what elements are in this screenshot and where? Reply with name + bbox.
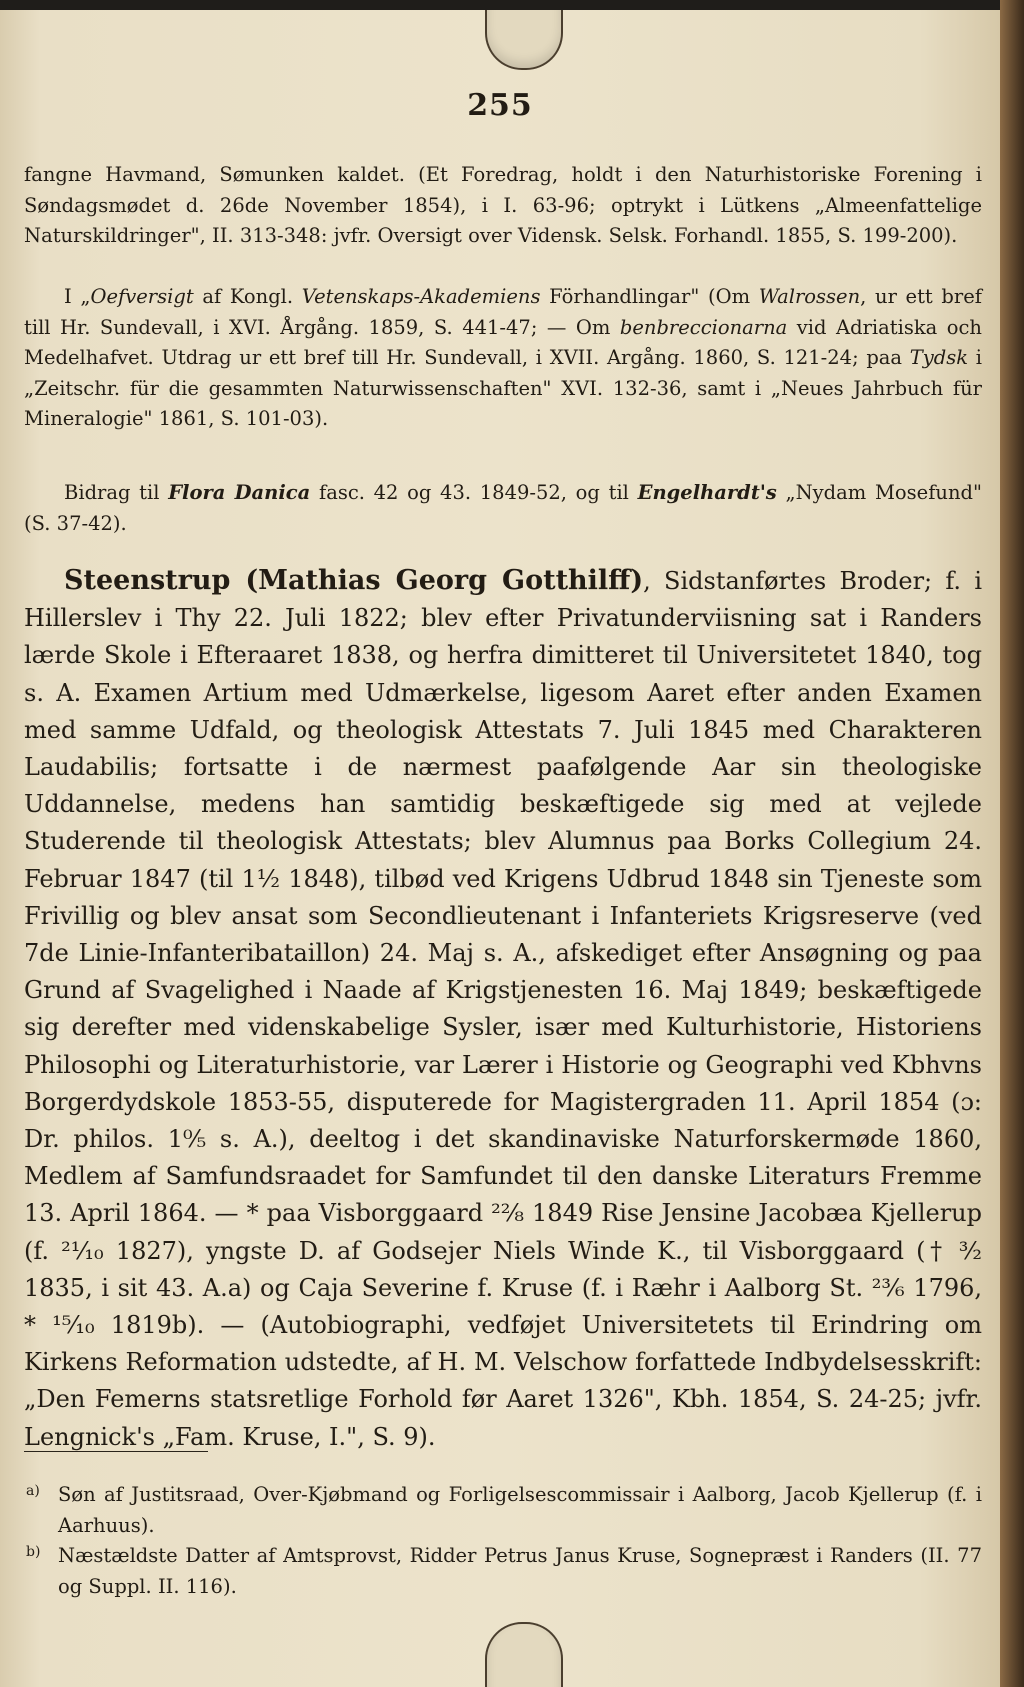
entry-heading: Steenstrup (Mathias Georg Gotthilff) (64, 565, 644, 596)
page-tab-bottom (485, 1622, 563, 1687)
footnote-a (24, 1480, 982, 1541)
para3-post: „Nydam Mosefund" (S. 37-42). (24, 481, 982, 535)
paragraph-2 (24, 282, 982, 435)
footnote-text: Næstældste Datter af Amtsprovst, Ridder Petrus Janus Kruse, Sognepræst i Randers (II. 77 og Suppl. II. 116). (58, 1544, 982, 1598)
para3-italic-2: Engelhardt's (637, 481, 777, 504)
entry-text: , Sidstanførtes Broder; f. i Hillerslev i Thy 22. Juli 1822; blev efter Privatunderviisning sat i Randers lærde Skole i Efteraaret 1838, og herfra dimitteret til Universitetet 1840, tog s. A. Examen Artium med Udmærkelse, ligesom Aaret efter anden Examen med samme Udfald, og theologisk Attestats 7. Juli 1845 med Charakteren Laudabilis; fortsatte i de nærmest paafølgende Aar sin theologiske Uddannelse, medens han samtidig beskæftigede sig med at vejlede Studerende til theologisk Attestats; blev Alumnus paa Borks Collegium 24. Februar 1847 (til 1½ 1848), tilbød ved Krigens Udbrud 1848 sin Tjeneste som Frivillig og blev ansat som Secondlieutenant i Infanteriets Krigsreserve (ved 7de Linie-Infanteribataillon) 24. Maj s. A., afskediget efter Ansøgning og paa Grund af Svagelighed i Naade af Krigstjenesten 16. Maj 1849; beskæftigede sig derefter med videnskabelige Sysler, især med Kulturhistorie, Historiens Philosophi og Literaturhistorie, var Lærer i Historie og Geographi ved Kbhvns Borgerdydskole 1853-55, disputerede for Magistergraden 11. April 1854 (ɔ: Dr. philos. 1⁰⁄₅ s. A.), deeltog i det skandinaviske Naturforskermøde 1860, Medlem af Samfundsraadet for Samfundet til den danske Literaturs Fremme 13. April 1864. — * paa Visborggaard ²²⁄₈ 1849 Rise Jensine Jacobæa Kjellerup (f. ²¹⁄₁₀ 1827), yngste D. af Godsejer Niels Winde K., til Visborggaard († ³⁄₂ 1835, i sit 43. A.a) og Caja Severine f. Kruse (f. i Ræhr i Aalborg St. ²³⁄₆ 1796, * ¹⁵⁄₁₀ 1819b). — (Autobiographi, vedføjet Universitetets til Erindring om Kirkens Reformation udstedte, af H. M. Velschow forfattede Indbydelsesskrift: „Den Femerns statsretlige Forhold før Aaret 1326", Kbh. 1854, S. 24-25; jvfr. Lengnick's „Fam. Kruse, I.", S. 9). (24, 567, 982, 1451)
para3-pre: Bidrag til (64, 481, 169, 504)
footnote-rule (24, 1451, 208, 1452)
para2-italic-1: Oefversigt (90, 285, 194, 308)
paragraph-1: fangne Havmand, Sømunken kaldet. (Et Foredrag, holdt i den Naturhistoriske Forening i Søndagsmødet d. 26de November 1854), i I. 63-96; optrykt i Lütkens „Almeenfattelige Naturskildringer", II. 313-348: jvfr. Oversigt over Vidensk. Selsk. Forhandl. 1855, S. 199-200). (24, 163, 982, 247)
para2-mid-2: Förhandlingar" (Om (540, 285, 759, 308)
para2-italic-4: benbreccionarna (619, 315, 788, 339)
para2-italic-3: Walrossen (758, 285, 861, 308)
para2-mid-3: , ur ett bref till Hr. Sundevall, i XVI. Årgång. 1859, S. 441-47; — Om (24, 285, 982, 339)
continuation-paragraph (24, 160, 982, 252)
paragraph-3 (24, 478, 982, 539)
para2-mid-1: af Kongl. (193, 285, 302, 308)
para3-mid-1: fasc. 42 og 43. 1849-52, og til (310, 481, 638, 504)
para2-italic-5: Tydsk (909, 346, 969, 369)
para2-post: i „Zeitschr. für die gesammten Naturwissenschaften" XVI. 132-36, samt i „Neues Jahrbuch für Mineralogie" 1861, S. 101-03). (24, 346, 983, 430)
book-spine-edge (1000, 0, 1024, 1687)
para2-pre: I „ (64, 285, 91, 308)
para2-italic-2: Vetenskaps-Akademiens (301, 285, 541, 308)
footnotes (24, 1480, 982, 1602)
footnote-mark: b) (26, 1544, 41, 1560)
footnote-text: Søn af Justitsraad, Over-Kjøbmand og Forligelsescommissair i Aalborg, Jacob Kjellerup (f. i Aarhuus). (58, 1483, 982, 1537)
footnote-mark: a) (26, 1483, 40, 1499)
page-tab-top (485, 10, 563, 70)
para3-italic-1: Flora Danica (168, 481, 311, 504)
biography-entry (24, 562, 982, 1456)
footnote-b (24, 1541, 982, 1602)
book-page (0, 10, 1000, 1687)
para2-mid-4: vid Adriatiska och Medelhafvet. Utdrag ur ett bref till Hr. Sundevall, i XVII. Argång. 1860, S. 121-24; paa (24, 315, 982, 369)
page-number: 255 (467, 88, 533, 123)
